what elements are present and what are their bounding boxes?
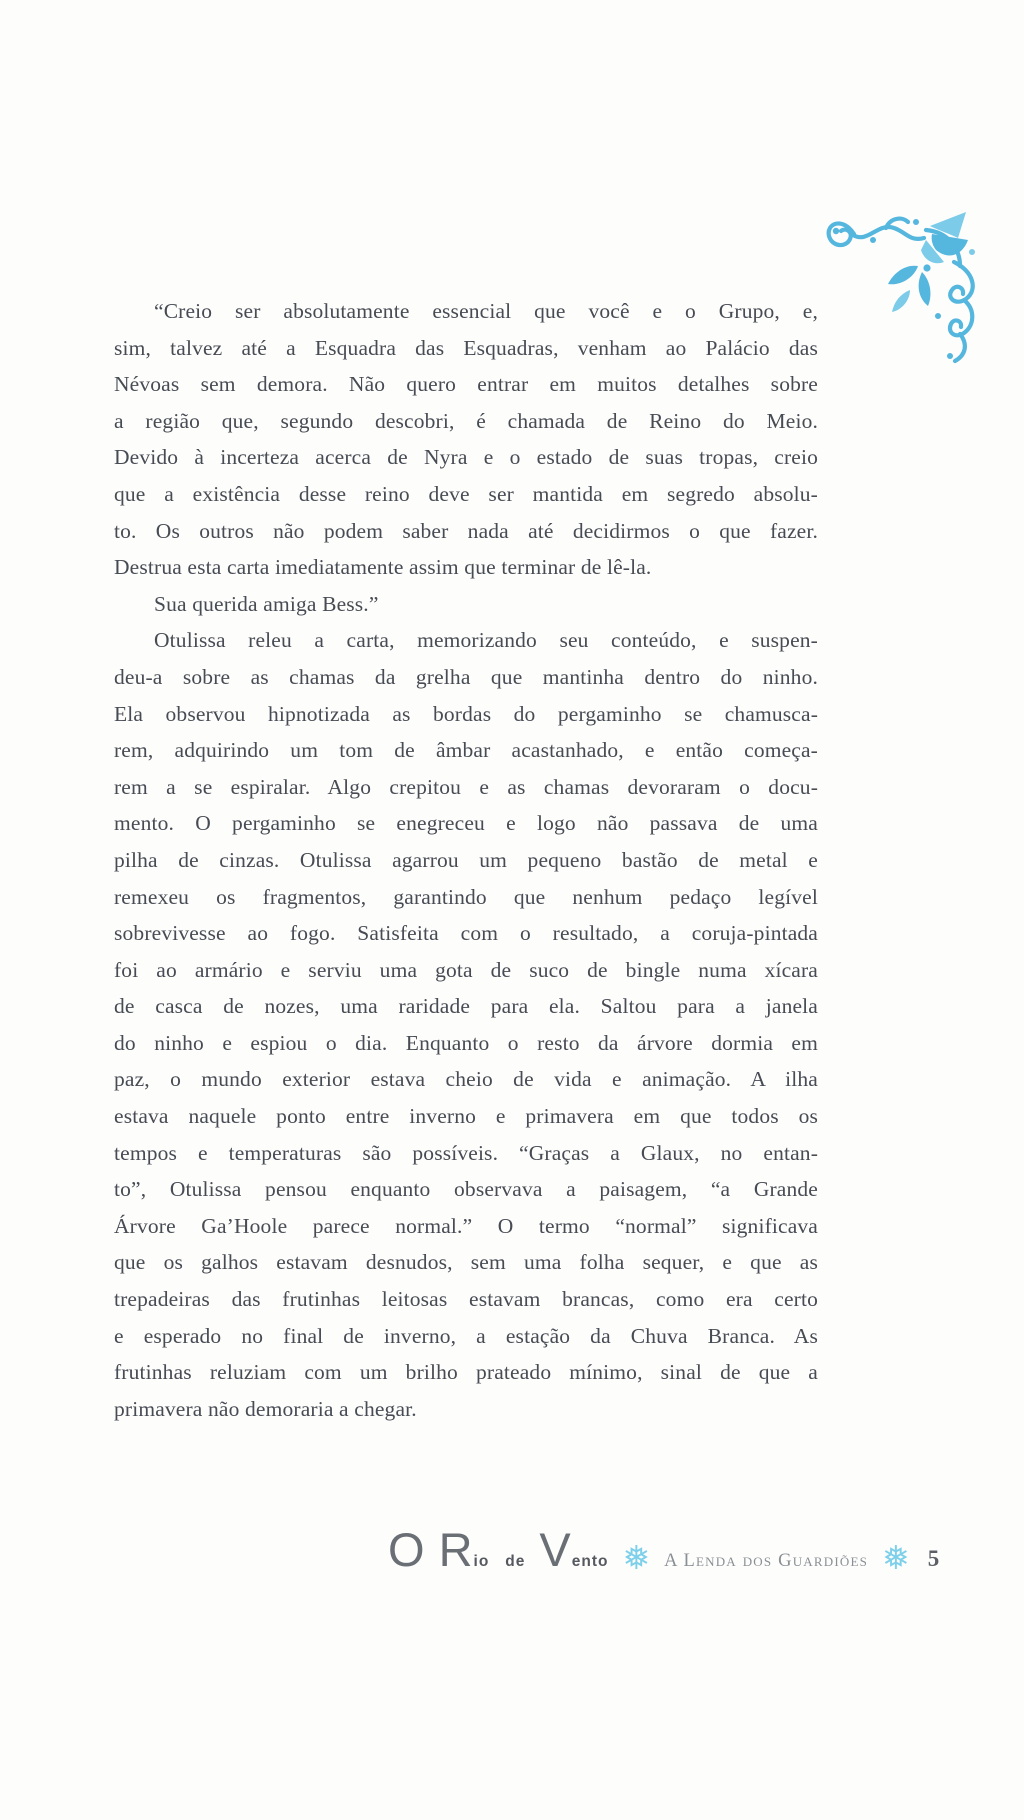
snowflake-icon: ❅ [622, 1538, 651, 1577]
text-line: estava naquele ponto entre inverno e primavera em que todos os [114, 1104, 818, 1129]
text-line: de casca de nozes, uma raridade para ela. Saltou para a janela [114, 994, 818, 1019]
book-title-small: io [473, 1553, 490, 1570]
book-title [388, 1522, 608, 1577]
flourish-svg [826, 204, 982, 364]
book-title-initial: V [539, 1523, 571, 1576]
book-title-initial: O [388, 1523, 425, 1576]
text-line: foi ao armário e serviu uma gota de suco de bingle numa xícara [114, 957, 818, 982]
text-line: paz, o mundo exterior estava cheio de vida e animação. A ilha [114, 1067, 818, 1092]
snowflake-icon: ❅ [882, 1538, 910, 1577]
book-title-small: ento [571, 1553, 609, 1570]
text-line: to. Os outros não podem saber nada até decidirmos o que fazer. [114, 518, 818, 543]
series-label: A Lenda dos Guardiões [664, 1551, 869, 1571]
text-line: e esperado no final de inverno, a estação da Chuva Branca. As [114, 1323, 818, 1348]
page-number: 5 [927, 1546, 940, 1571]
text-line: rem a se espiralar. Algo crepitou e as chamas devoraram o docu- [114, 774, 818, 799]
book-title-small: de [505, 1553, 526, 1570]
text-line: mento. O pergaminho se enegreceu e logo não passava de uma [114, 811, 818, 836]
text-line: Ela observou hipnotizada as bordas do pergaminho se chamusca- [114, 701, 818, 726]
text-line: to”, Otulissa pensou enquanto observava a paisagem, “a Grande [114, 1177, 818, 1202]
page-footer [388, 1522, 939, 1584]
body-text-block [114, 293, 818, 1427]
text-line: “Creio ser absolutamente essencial que você e o Grupo, e, [154, 299, 818, 323]
text-line: frutinhas reluziam com um brilho prateado mínimo, sinal de que a [114, 1360, 818, 1385]
text-line: Árvore Ga’Hoole parece normal.” O termo “normal” significava [114, 1213, 818, 1238]
corner-flourish-ornament [826, 204, 982, 364]
text-line: pilha de cinzas. Otulissa agarrou um pequeno bastão de metal e [114, 847, 818, 872]
text-line: tempos e temperaturas são possíveis. “Graças a Glaux, no entan- [114, 1140, 818, 1165]
text-line: a região que, segundo descobri, é chamada de Reino do Meio. [114, 408, 818, 433]
text-line: Destrua esta carta imediatamente assim que terminar de lê-la. [114, 555, 652, 580]
text-line: que a existência desse reino deve ser mantida em segredo absolu- [114, 481, 818, 506]
text-line: do ninho e espiou o dia. Enquanto o resto da árvore dormia em [114, 1030, 818, 1055]
text-line: Névoas sem demora. Não quero entrar em muitos detalhes sobre [114, 372, 818, 397]
text-line: remexeu os fragmentos, garantindo que nenhum pedaço legível [114, 884, 818, 909]
text-line: rem, adquirindo um tom de âmbar acastanhado, e então começa- [114, 738, 818, 763]
book-title-initial: R [438, 1523, 473, 1576]
text-line: Sua querida amiga Bess.” [154, 591, 379, 616]
text-line: deu-a sobre as chamas da grelha que mantinha dentro do ninho. [114, 664, 818, 689]
text-line: sim, talvez até a Esquadra das Esquadras, venham ao Palácio das [114, 335, 818, 360]
text-line: primavera não demoraria a chegar. [114, 1396, 417, 1421]
text-line: que os galhos estavam desnudos, sem uma folha sequer, e que as [114, 1250, 818, 1275]
text-line: Otulissa releu a carta, memorizando seu conteúdo, e suspen- [154, 628, 818, 653]
text-line: Devido à incerteza acerca de Nyra e o estado de suas tropas, creio [114, 445, 818, 470]
text-line: sobrevivesse ao fogo. Satisfeita com o resultado, a coruja-pintada [114, 921, 818, 946]
text-line: trepadeiras das frutinhas leitosas estavam brancas, como era certo [114, 1287, 818, 1312]
